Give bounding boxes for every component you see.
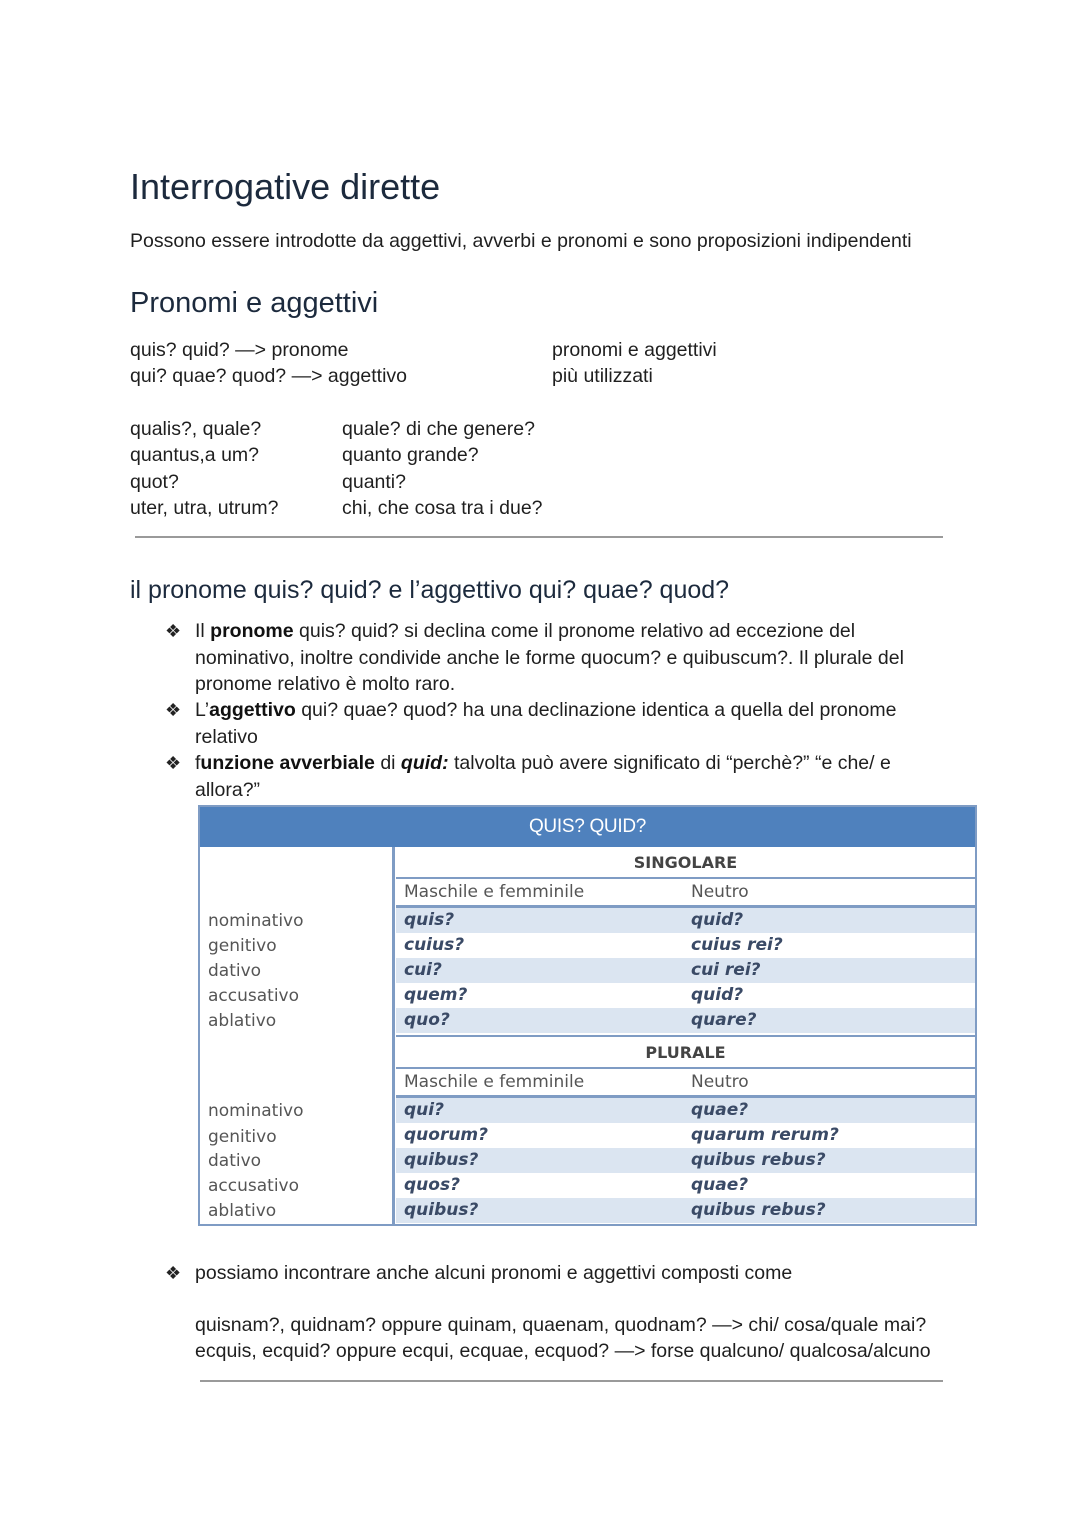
declension-table (198, 805, 977, 1226)
case-label: nominativo (208, 911, 304, 931)
form-neutro: quare? (691, 1010, 757, 1030)
form-neutro: cuius rei? (691, 935, 783, 955)
bullet-item (165, 697, 935, 750)
form-mf: cui? (404, 960, 442, 980)
text: L’ (195, 699, 210, 721)
form-neutro: quid? (691, 910, 744, 930)
horizontal-divider (200, 1380, 943, 1382)
text: qui? quae? quod? ha una declinazione identica a quella del pronome relativo (195, 699, 897, 748)
pair-meaning: quanto grande? (342, 444, 479, 466)
column-headers (396, 1069, 975, 1098)
form-neutro: quarum rerum? (691, 1125, 839, 1145)
pair-latin: uter, utra, utrum? (130, 497, 279, 519)
intro-text: Possono essere introdotte da aggettivi, avverbi e pronomi e sono proposizioni indipendenti (130, 230, 912, 252)
pair-meaning: quanti? (342, 471, 406, 493)
case-label: dativo (208, 1151, 262, 1171)
pair-meaning: quale? di che genere? (342, 418, 535, 440)
form-mf: quibus? (404, 1150, 479, 1170)
text: Il (195, 620, 211, 642)
text: possiamo incontrare anche alcuni pronomi e aggettivi composti come (195, 1262, 793, 1284)
form-mf: quorum? (404, 1125, 489, 1145)
case-label: dativo (208, 961, 262, 981)
col-header-mf: Maschile e femminile (404, 1072, 585, 1092)
form-mf: quis? (404, 910, 455, 930)
table-row (396, 1098, 975, 1123)
section-heading-pronomi-aggettivi: Pronomi e aggettivi (130, 287, 379, 319)
form-neutro: quibus rebus? (691, 1200, 826, 1220)
bold-term: pronome (210, 620, 294, 642)
pair-latin: quantus,a um? (130, 444, 260, 466)
pair-latin: quot? (130, 471, 179, 493)
rule-line: qui? quae? quod? —> aggettivo (130, 365, 408, 387)
pair-meaning: chi, che cosa tra i due? (342, 497, 543, 519)
bullet-item (165, 750, 935, 803)
note-line: pronomi e aggettivi (552, 339, 717, 361)
case-label: nominativo (208, 1101, 304, 1121)
bold-term: aggettivo (209, 699, 296, 721)
case-label-column (200, 847, 395, 1224)
table-row (396, 1173, 975, 1198)
diamond-bullet-icon: ❖ (165, 700, 182, 720)
table-row (396, 1148, 975, 1173)
case-label: genitivo (208, 1127, 277, 1147)
note-line: più utilizzati (552, 365, 653, 387)
text: f (195, 752, 201, 774)
col-header-mf: Maschile e femminile (404, 882, 585, 902)
text: talvolta può avere significato di “perchè?” “e che/ e allora?” (195, 752, 891, 801)
column-headers (396, 879, 975, 908)
case-label: ablativo (208, 1201, 277, 1221)
col-header-neutro: Neutro (691, 1072, 749, 1092)
case-label: accusativo (208, 1176, 300, 1196)
case-label: genitivo (208, 936, 277, 956)
singular-label: SINGOLARE (396, 847, 975, 879)
form-neutro: quae? (691, 1175, 749, 1195)
text: quis? quid? si declina come il pronome relativo ad eccezione del nominativo, inoltre condivide anche le forme quocum? e quibuscum?. Il plurale del pronome relativo è molto raro. (195, 620, 904, 695)
form-neutro: cui rei? (691, 960, 761, 980)
table-row (396, 1198, 975, 1223)
bold-term: unzione avverbiale (200, 752, 375, 774)
form-neutro: quibus rebus? (691, 1150, 826, 1170)
bullet-item (165, 618, 935, 698)
col-header-neutro: Neutro (691, 882, 749, 902)
form-neutro: quae? (691, 1100, 749, 1120)
section-heading-quis-quid: il pronome quis? quid? e l’aggettivo qui? quae? quod? (130, 576, 730, 604)
form-mf: quos? (404, 1175, 460, 1195)
form-mf: quo? (404, 1010, 450, 1030)
compound-forms-line: ecquis, ecquid? oppure ecqui, ecquae, ecquod? —> forse qualcuno/ qualcosa/alcuno (195, 1340, 931, 1362)
form-mf: cuius? (404, 935, 465, 955)
form-mf: quem? (404, 985, 468, 1005)
diamond-bullet-icon: ❖ (165, 621, 182, 641)
table-row (396, 933, 975, 958)
page-title: Interrogative dirette (130, 166, 441, 207)
compound-forms-line: quisnam?, quidnam? oppure quinam, quaenam, quodnam? —> chi/ cosa/quale mai? (195, 1314, 927, 1336)
table-row (396, 1008, 975, 1033)
table-row (396, 983, 975, 1008)
table-title: QUIS? QUID? (200, 807, 975, 847)
diamond-bullet-icon: ❖ (165, 1263, 182, 1283)
form-neutro: quid? (691, 985, 744, 1005)
bullet-item (165, 1260, 935, 1287)
case-label: accusativo (208, 986, 300, 1006)
text: di (374, 752, 401, 774)
horizontal-divider (135, 536, 943, 538)
case-label: ablativo (208, 1011, 277, 1031)
table-row (396, 908, 975, 933)
rule-line: quis? quid? —> pronome (130, 339, 349, 361)
table-row (396, 958, 975, 983)
bold-italic-term: quid: (400, 752, 449, 774)
pair-latin: qualis?, quale? (130, 418, 262, 440)
plural-label: PLURALE (396, 1035, 975, 1069)
form-mf: quibus? (404, 1200, 479, 1220)
diamond-bullet-icon: ❖ (165, 753, 182, 773)
table-row (396, 1123, 975, 1148)
form-mf: qui? (404, 1100, 444, 1120)
